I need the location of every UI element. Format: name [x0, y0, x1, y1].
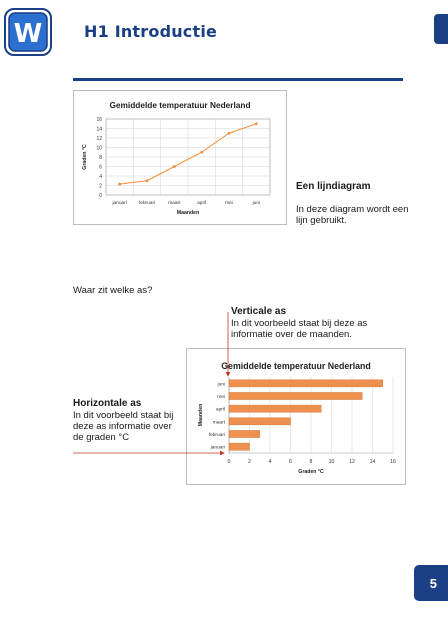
line-chart-caption-body: In deze diagram wordt een lijn gebruikt.	[296, 204, 409, 226]
x-tick-label: 6	[289, 459, 292, 465]
page-title: H1 Introductie	[84, 22, 218, 41]
logo-letter: W	[13, 19, 43, 49]
line-chart-caption-title: Een lijndiagram	[296, 181, 371, 192]
y-tick-label: 10	[96, 145, 102, 152]
x-tick-label: 16	[390, 459, 396, 465]
x-tick-label: 2	[248, 459, 251, 465]
x-tick-label: mei	[225, 201, 233, 206]
x-tick-label: januari	[112, 201, 127, 206]
vertical-axis-note-title: Verticale as	[231, 306, 287, 317]
y-tick-label: april	[215, 407, 225, 413]
y-tick-label: 12	[96, 136, 102, 142]
chart-title: Gemiddelde temperatuur Nederland	[221, 361, 371, 371]
y-tick-label: 0	[99, 193, 102, 199]
x-tick-label: 4	[268, 459, 272, 465]
y-tick-label: 14	[96, 126, 102, 133]
page-number: 5	[429, 576, 437, 591]
y-tick-label: februari	[208, 433, 225, 438]
x-tick-label: 0	[227, 459, 231, 465]
x-tick-label: maart	[168, 201, 181, 206]
question-text: Waar zit welke as?	[73, 285, 153, 296]
y-tick-label: 2	[99, 183, 102, 190]
y-tick-label: 16	[96, 117, 102, 123]
y-tick-label: 4	[99, 174, 102, 180]
y-tick-label: maart	[212, 420, 225, 426]
y-tick-label: mei	[217, 395, 225, 400]
y-axis-label: Graden °C	[82, 144, 88, 170]
x-tick-label: februari	[138, 201, 156, 206]
horizontal-axis-note-title: Horizontale as	[73, 398, 142, 409]
vertical-axis-note-body: In dit voorbeeld staat bij deze as informatie over de maanden.	[231, 318, 368, 340]
x-tick-label: april	[197, 201, 207, 206]
y-tick-label: 8	[99, 155, 102, 161]
y-tick-label: juni	[217, 382, 225, 388]
y-axis-label: Maanden	[198, 403, 204, 427]
chart-title: Gemiddelde temperatuur Nederland	[109, 100, 251, 110]
horizontal-axis-note-body: In dit voorbeeld staat bij deze as informatie over de graden °C	[73, 410, 174, 443]
x-tick-label: 10	[328, 459, 335, 465]
x-axis-label: Maanden	[176, 210, 200, 216]
y-tick-label: 6	[99, 164, 102, 171]
x-tick-label: 14	[369, 459, 376, 465]
x-tick-label: 12	[349, 459, 355, 465]
y-tick-label: januari	[210, 445, 225, 451]
x-tick-label: juni	[252, 201, 261, 206]
x-axis-label: Graden °C	[298, 469, 324, 475]
x-tick-label: 8	[309, 459, 313, 465]
